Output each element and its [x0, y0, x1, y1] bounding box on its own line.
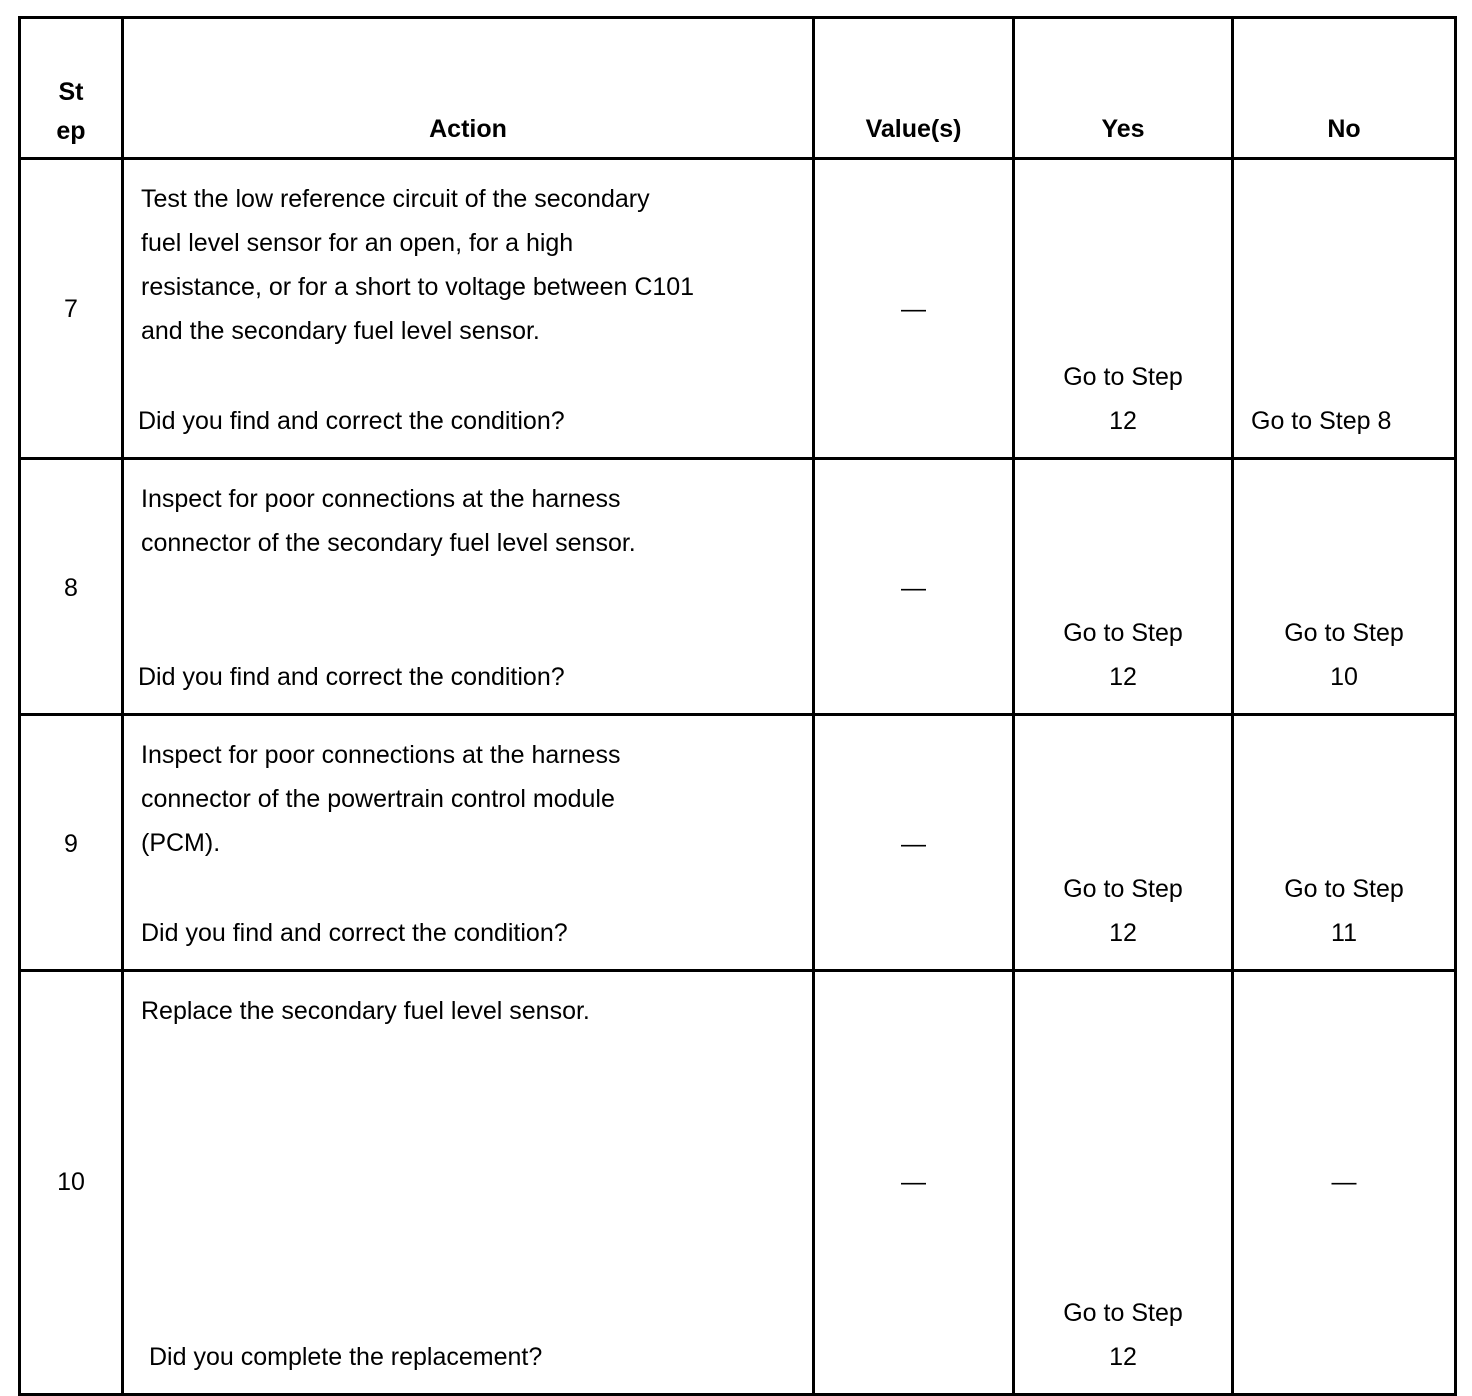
- value-dash: —: [901, 830, 926, 858]
- no-cell: [1233, 159, 1456, 459]
- table-row: [20, 459, 1456, 715]
- no-goto[interactable]: Go to Step 11: [1284, 875, 1404, 947]
- no-goto[interactable]: Go to Step 8: [1251, 407, 1392, 435]
- table-row: [20, 159, 1456, 459]
- action-question: Did you complete the replacement?: [149, 1343, 543, 1371]
- table-row: [20, 971, 1456, 1395]
- header-yes: Yes: [1014, 18, 1233, 159]
- action-text: Inspect for poor connections at the harness connector of the secondary fuel level sensor.: [141, 485, 636, 557]
- yes-cell: [1014, 159, 1233, 459]
- yes-cell: [1014, 715, 1233, 971]
- diagnostic-table: [18, 16, 1457, 1396]
- table-row: [20, 715, 1456, 971]
- no-cell: [1233, 971, 1456, 1395]
- step-cell: [20, 159, 123, 459]
- no-dash: —: [1331, 1168, 1357, 1196]
- yes-goto[interactable]: Go to Step 12: [1063, 875, 1183, 947]
- action-text: Replace the secondary fuel level sensor.: [141, 997, 590, 1025]
- no-cell: [1233, 459, 1456, 715]
- yes-cell: [1014, 971, 1233, 1395]
- value-dash: —: [901, 1168, 926, 1196]
- header-step-line1: St: [58, 78, 84, 106]
- header-row: [20, 18, 1456, 159]
- header-action: Action: [123, 18, 814, 159]
- yes-goto[interactable]: Go to Step 12: [1063, 1299, 1183, 1371]
- value-cell: [814, 971, 1014, 1395]
- step-cell: [20, 459, 123, 715]
- no-cell: [1233, 715, 1456, 971]
- value-cell: [814, 715, 1014, 971]
- action-cell: [123, 971, 814, 1395]
- header-values: Value(s): [814, 18, 1014, 159]
- header-step: [20, 18, 123, 159]
- step-cell: [20, 971, 123, 1395]
- step-number: 7: [64, 295, 78, 323]
- no-goto[interactable]: Go to Step 10: [1284, 619, 1404, 691]
- header-step-line2: ep: [56, 117, 86, 145]
- yes-cell: [1014, 459, 1233, 715]
- value-dash: —: [901, 574, 926, 602]
- action-question: Did you find and correct the condition?: [138, 663, 565, 691]
- value-cell: [814, 459, 1014, 715]
- action-text: Inspect for poor connections at the harness connector of the powertrain control module (PCM).: [141, 741, 621, 857]
- step-number: 9: [64, 830, 78, 858]
- yes-goto[interactable]: Go to Step 12: [1063, 363, 1183, 435]
- step-cell: [20, 715, 123, 971]
- action-question: Did you find and correct the condition?: [141, 919, 568, 947]
- action-cell: [123, 459, 814, 715]
- action-question: Did you find and correct the condition?: [138, 407, 565, 435]
- yes-goto[interactable]: Go to Step 12: [1063, 619, 1183, 691]
- step-number: 10: [57, 1168, 85, 1196]
- value-dash: —: [901, 295, 926, 323]
- header-no: No: [1233, 18, 1456, 159]
- action-text: Test the low reference circuit of the secondary fuel level sensor for an open, for a high resistance, or for a short to voltage between C101 and the secondary fuel level sensor.: [141, 185, 695, 345]
- action-cell: [123, 159, 814, 459]
- action-cell: [123, 715, 814, 971]
- value-cell: [814, 159, 1014, 459]
- step-number: 8: [64, 574, 78, 602]
